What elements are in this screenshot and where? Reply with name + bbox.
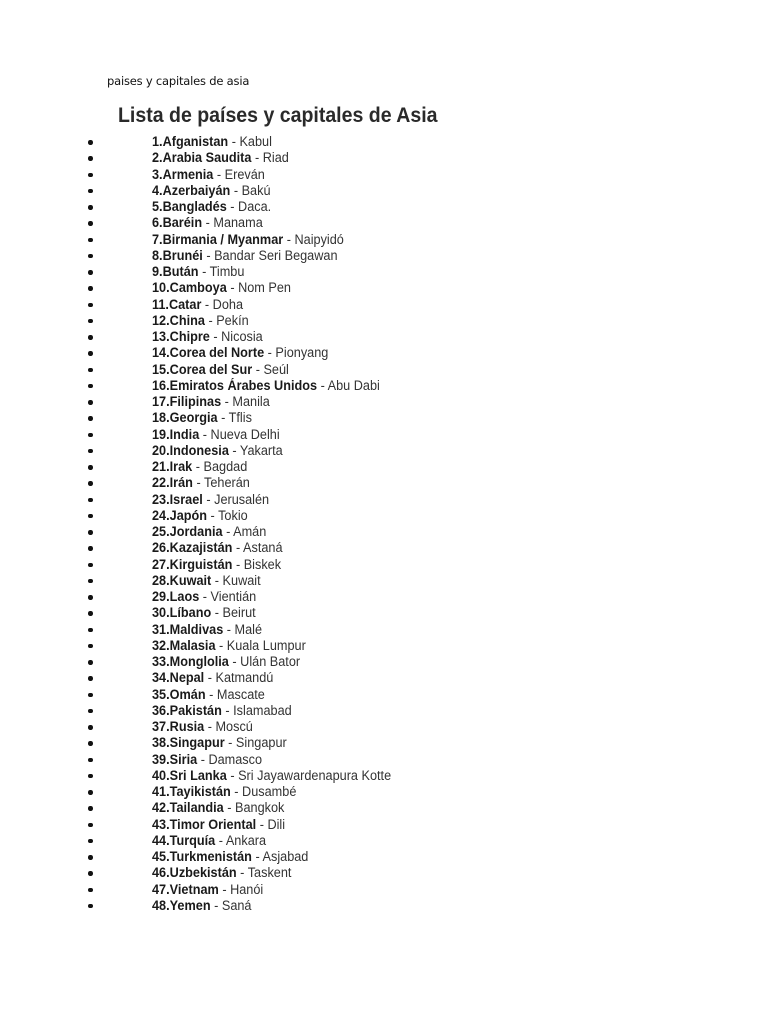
list-entry <box>152 459 247 475</box>
list-entry <box>152 167 265 183</box>
capital-name: - Timbu <box>198 264 245 279</box>
item-number: 41. <box>152 784 170 799</box>
capital-name: - Dili <box>256 816 286 832</box>
list-entry <box>152 524 266 540</box>
list-entry <box>152 865 291 881</box>
item-number: 19. <box>152 426 170 442</box>
capital-name: - Teherán <box>192 475 250 491</box>
list-entry <box>152 492 269 508</box>
capital-name: - Doha <box>201 296 244 312</box>
capital-name: - Beirut <box>211 605 256 621</box>
country-name: Armenia <box>162 166 214 182</box>
bullet-icon <box>88 270 93 275</box>
list-entry <box>152 134 272 150</box>
capital-name: - Yakarta <box>228 442 283 458</box>
capital-name: - Kuwait <box>211 572 261 588</box>
country-name: Japón <box>169 507 208 523</box>
list-item <box>0 638 768 654</box>
capital-name: - Asjabad <box>251 849 309 864</box>
country-name: Turkmenistán <box>169 849 252 864</box>
list-item <box>0 362 768 378</box>
list-item <box>0 345 768 361</box>
country-name: Pakistán <box>169 702 222 718</box>
list-item <box>0 378 768 394</box>
list-item <box>0 752 768 768</box>
list-entry <box>152 232 344 248</box>
capital-name: - Biskek <box>232 556 282 572</box>
item-number: 38. <box>152 735 170 751</box>
list-item <box>0 654 768 670</box>
item-number: 3. <box>152 166 163 182</box>
item-number: 43. <box>152 816 170 832</box>
bullet-icon <box>88 140 93 145</box>
capital-name: - Saná <box>210 897 252 913</box>
list-entry <box>152 589 256 605</box>
country-name: Afganistan <box>162 134 229 149</box>
page-title: Lista de países y capitales de Asia <box>118 104 438 127</box>
item-number: 42. <box>152 800 170 816</box>
bullet-icon <box>88 758 93 763</box>
list-entry <box>152 427 280 443</box>
bullet-icon <box>88 465 93 470</box>
list-entry <box>152 768 391 784</box>
capital-name: - Abu Dabi <box>317 377 380 393</box>
list-item <box>0 768 768 784</box>
list-item <box>0 833 768 849</box>
bullet-icon <box>88 725 93 730</box>
list-item <box>0 459 768 475</box>
item-number: 33. <box>152 654 170 669</box>
bullet-icon <box>88 611 93 616</box>
list-item <box>0 248 768 264</box>
list-item <box>0 232 768 248</box>
country-name: Líbano <box>169 605 212 621</box>
bullet-icon <box>88 693 93 698</box>
list-entry <box>152 329 263 345</box>
list-item <box>0 849 768 865</box>
item-number: 10. <box>152 280 170 296</box>
bullet-icon <box>88 774 93 779</box>
item-number: 7. <box>152 231 163 247</box>
bullet-icon <box>88 384 93 389</box>
country-name: Tayikistán <box>169 784 231 799</box>
capital-name: - Katmandú <box>204 670 274 686</box>
country-capital-list <box>0 134 768 914</box>
item-number: 28. <box>152 572 170 588</box>
list-item <box>0 605 768 621</box>
list-entry <box>152 573 261 589</box>
capital-name: - Manila <box>221 394 270 409</box>
country-name: Baréin <box>162 215 203 231</box>
list-item <box>0 167 768 183</box>
capital-name: - Naipyidó <box>283 231 344 247</box>
capital-name: - Singapur <box>224 735 287 751</box>
bullet-icon <box>88 888 93 893</box>
country-name: Bangladés <box>162 199 227 214</box>
capital-name: - Islamabad <box>221 702 292 718</box>
item-number: 4. <box>152 182 163 198</box>
capital-name: - Vientián <box>199 589 257 604</box>
list-entry <box>152 687 265 703</box>
country-name: Yemen <box>169 897 211 913</box>
list-item <box>0 817 768 833</box>
bullet-icon <box>88 660 93 665</box>
country-name: Emiratos Árabes Unidos <box>169 377 318 393</box>
list-entry <box>152 719 253 735</box>
list-entry <box>152 638 306 654</box>
list-item <box>0 264 768 280</box>
country-name: Kirguistán <box>169 556 233 572</box>
list-item <box>0 297 768 313</box>
bullet-icon <box>88 839 93 844</box>
item-number: 13. <box>152 329 170 344</box>
list-entry <box>152 605 256 621</box>
item-number: 29. <box>152 589 170 604</box>
country-name: Malasia <box>169 637 216 653</box>
country-name: Kazajistán <box>169 540 233 556</box>
country-name: Corea del Norte <box>169 345 265 361</box>
bullet-icon <box>88 303 93 308</box>
list-item <box>0 394 768 410</box>
item-number: 9. <box>152 264 163 279</box>
capital-name: - Malé <box>223 621 263 637</box>
list-entry <box>152 378 380 394</box>
country-name: Catar <box>168 296 202 312</box>
item-number: 2. <box>152 150 163 166</box>
list-item <box>0 719 768 735</box>
country-name: Filipinas <box>169 394 222 409</box>
capital-name: - Hanói <box>218 881 264 897</box>
bullet-icon <box>88 709 93 714</box>
item-number: 40. <box>152 767 170 783</box>
country-name: Vietnam <box>169 881 219 897</box>
bullet-icon <box>88 351 93 356</box>
list-item <box>0 183 768 199</box>
list-item <box>0 215 768 231</box>
item-number: 31. <box>152 621 170 637</box>
country-name: Brunéi <box>162 247 203 263</box>
list-entry <box>152 882 263 898</box>
capital-name: - Ulán Bator <box>228 654 301 669</box>
list-item <box>0 589 768 605</box>
bullet-icon <box>88 205 93 210</box>
country-name: Israel <box>169 491 203 507</box>
list-entry <box>152 654 300 670</box>
list-item <box>0 410 768 426</box>
list-entry <box>152 540 283 556</box>
bullet-icon <box>88 546 93 551</box>
bullet-icon <box>88 481 93 486</box>
bullet-icon <box>88 156 93 161</box>
country-name: Azerbaiyán <box>162 182 231 198</box>
list-entry <box>152 248 338 264</box>
bullet-icon <box>88 319 93 324</box>
item-number: 45. <box>152 849 170 864</box>
list-entry <box>152 215 263 231</box>
list-entry <box>152 735 287 751</box>
item-number: 1. <box>152 134 163 149</box>
country-name: Arabia Saudita <box>162 150 252 166</box>
bullet-icon <box>88 530 93 535</box>
item-number: 17. <box>152 394 170 409</box>
bullet-icon <box>88 806 93 811</box>
bullet-icon <box>88 416 93 421</box>
capital-name: - Ereván <box>213 166 265 182</box>
item-number: 36. <box>152 702 170 718</box>
country-name: Nepal <box>169 670 205 686</box>
bullet-icon <box>88 823 93 828</box>
item-number: 14. <box>152 345 170 361</box>
country-name: Siria <box>169 751 198 767</box>
list-entry <box>152 150 289 166</box>
list-item <box>0 687 768 703</box>
list-item <box>0 540 768 556</box>
country-name: Bután <box>162 264 199 279</box>
capital-name: - Nueva Delhi <box>199 426 280 442</box>
country-name: Maldivas <box>169 621 224 637</box>
list-item <box>0 475 768 491</box>
country-name: Turquía <box>169 832 216 848</box>
capital-name: - Nicosia <box>209 329 263 344</box>
list-item <box>0 882 768 898</box>
country-name: Georgia <box>169 410 218 426</box>
item-number: 21. <box>152 459 170 474</box>
country-name: Sri Lanka <box>169 767 227 783</box>
list-entry <box>152 800 284 816</box>
item-number: 48. <box>152 897 170 913</box>
item-number: 24. <box>152 507 170 523</box>
item-number: 26. <box>152 540 170 556</box>
list-item <box>0 573 768 589</box>
item-number: 25. <box>152 524 170 539</box>
bullet-icon <box>88 676 93 681</box>
bullet-icon <box>88 433 93 438</box>
list-entry <box>152 849 308 865</box>
item-number: 6. <box>152 215 163 231</box>
capital-name: - Daca. <box>226 199 272 214</box>
item-number: 20. <box>152 442 170 458</box>
item-number: 12. <box>152 312 170 328</box>
list-item <box>0 508 768 524</box>
item-number: 5. <box>152 199 163 214</box>
bullet-icon <box>88 855 93 860</box>
capital-name: - Tokio <box>207 507 248 523</box>
list-entry <box>152 784 296 800</box>
capital-name: - Bagdad <box>192 459 248 474</box>
list-entry <box>152 508 248 524</box>
list-item <box>0 427 768 443</box>
list-entry <box>152 752 262 768</box>
bullet-icon <box>88 628 93 633</box>
capital-name: - Jerusalén <box>202 491 270 507</box>
bullet-icon <box>88 904 93 909</box>
country-name: Jordania <box>169 524 223 539</box>
item-number: 27. <box>152 556 170 572</box>
country-name: Uzbekistán <box>169 865 237 881</box>
country-name: Tailandia <box>169 800 224 816</box>
list-entry <box>152 199 271 215</box>
bullet-icon <box>88 595 93 600</box>
capital-name: - Kabul <box>228 134 272 149</box>
country-name: Chipre <box>169 329 210 344</box>
item-number: 37. <box>152 719 170 734</box>
bullet-icon <box>88 173 93 178</box>
capital-name: - Kuala Lumpur <box>215 637 306 653</box>
bullet-icon <box>88 254 93 259</box>
country-name: Irán <box>169 475 193 491</box>
capital-name: - Tflis <box>217 410 252 426</box>
country-name: Omán <box>169 686 206 702</box>
list-entry <box>152 362 289 378</box>
list-entry <box>152 475 250 491</box>
country-name: Camboya <box>169 280 227 296</box>
list-item <box>0 150 768 166</box>
list-item <box>0 280 768 296</box>
country-name: Birmania / Myanmar <box>162 231 284 247</box>
list-item <box>0 443 768 459</box>
item-number: 34. <box>152 670 170 686</box>
list-entry <box>152 280 291 296</box>
list-entry <box>152 345 328 361</box>
bullet-icon <box>88 644 93 649</box>
list-item <box>0 800 768 816</box>
country-name: Timor Oriental <box>169 816 257 832</box>
item-number: 35. <box>152 686 170 702</box>
list-entry <box>152 898 251 914</box>
list-entry <box>152 183 271 199</box>
list-entry <box>152 622 262 638</box>
bullet-icon <box>88 871 93 876</box>
list-entry <box>152 833 266 849</box>
list-item <box>0 784 768 800</box>
country-name: Indonesia <box>169 442 229 458</box>
item-number: 44. <box>152 832 170 848</box>
list-item <box>0 735 768 751</box>
country-name: Irak <box>169 459 193 474</box>
item-number: 22. <box>152 475 170 491</box>
capital-name: - Moscú <box>204 719 253 734</box>
capital-name: - Dusambé <box>230 784 297 799</box>
item-number: 46. <box>152 865 170 881</box>
capital-name: - Mascate <box>205 686 265 702</box>
list-item <box>0 524 768 540</box>
bullet-icon <box>88 579 93 584</box>
list-item <box>0 329 768 345</box>
bullet-icon <box>88 286 93 291</box>
list-item <box>0 670 768 686</box>
capital-name: - Bandar Seri Begawan <box>202 247 338 263</box>
list-entry <box>152 394 270 410</box>
capital-name: - Damasco <box>197 751 263 767</box>
item-number: 11. <box>152 296 169 312</box>
capital-name: - Amán <box>222 524 267 539</box>
list-item <box>0 492 768 508</box>
list-entry <box>152 313 249 329</box>
list-item <box>0 134 768 150</box>
bullet-icon <box>88 221 93 226</box>
capital-name: - Sri Jayawardenapura Kotte <box>226 767 392 783</box>
list-item <box>0 865 768 881</box>
country-name: Laos <box>169 589 200 604</box>
list-item <box>0 313 768 329</box>
bullet-icon <box>88 514 93 519</box>
capital-name: - Astaná <box>232 540 283 556</box>
bullet-icon <box>88 238 93 243</box>
item-number: 23. <box>152 491 170 507</box>
item-number: 30. <box>152 605 170 621</box>
capital-name: - Taskent <box>236 865 292 881</box>
document-header: paises y capitales de asia <box>107 74 250 88</box>
bullet-icon <box>88 368 93 373</box>
list-entry <box>152 670 273 686</box>
bullet-icon <box>88 498 93 503</box>
capital-name: - Manama <box>202 215 263 231</box>
country-name: China <box>169 312 205 328</box>
list-item <box>0 622 768 638</box>
bullet-icon <box>88 400 93 405</box>
country-name: Corea del Sur <box>169 361 253 377</box>
list-item <box>0 703 768 719</box>
bullet-icon <box>88 790 93 795</box>
list-item <box>0 898 768 914</box>
bullet-icon <box>88 189 93 194</box>
list-item <box>0 557 768 573</box>
item-number: 39. <box>152 751 170 767</box>
bullet-icon <box>88 335 93 340</box>
list-entry <box>152 817 285 833</box>
country-name: Singapur <box>169 735 225 751</box>
bullet-icon <box>88 741 93 746</box>
capital-name: - Pionyang <box>264 345 329 361</box>
list-item <box>0 199 768 215</box>
item-number: 15. <box>152 361 170 377</box>
bullet-icon <box>88 563 93 568</box>
item-number: 8. <box>152 247 163 263</box>
list-entry <box>152 297 243 313</box>
item-number: 47. <box>152 881 170 897</box>
list-entry <box>152 264 244 280</box>
list-entry <box>152 703 292 719</box>
country-name: Rusia <box>169 719 205 734</box>
country-name: Monglolia <box>169 654 229 669</box>
bullet-icon <box>88 449 93 454</box>
item-number: 32. <box>152 637 170 653</box>
capital-name: - Nom Pen <box>226 280 291 296</box>
capital-name: - Riad <box>251 150 289 166</box>
capital-name: - Seúl <box>252 361 289 377</box>
capital-name: - Bakú <box>230 182 271 198</box>
capital-name: - Bangkok <box>223 800 285 816</box>
item-number: 18. <box>152 410 170 426</box>
country-name: Kuwait <box>169 572 212 588</box>
item-number: 16. <box>152 377 170 393</box>
list-entry <box>152 557 281 573</box>
capital-name: - Ankara <box>215 832 267 848</box>
capital-name: - Pekín <box>204 312 249 328</box>
list-entry <box>152 443 283 459</box>
list-entry <box>152 410 252 426</box>
country-name: India <box>169 426 200 442</box>
